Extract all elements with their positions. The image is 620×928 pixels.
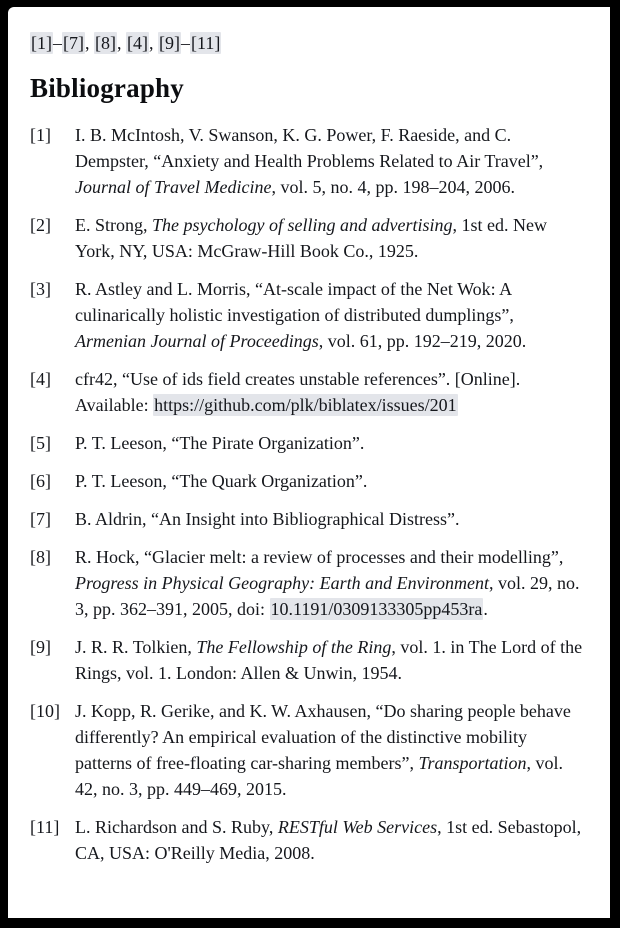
entry-text — [75, 634, 583, 686]
text-run: , vol. 1. in The Lord of the Rings, vol. 1. London: Allen & Unwin, 1954. — [75, 637, 583, 683]
bibliography-entry — [30, 276, 583, 354]
text-run: , — [149, 33, 158, 53]
text-run: P. T. Leeson, “The Pirate Organization”. — [75, 433, 365, 453]
entry-text — [75, 544, 583, 622]
bibliography-entry — [30, 544, 583, 622]
entry-text — [75, 698, 583, 802]
text-run: . — [483, 599, 488, 619]
entry-number: [3] — [30, 279, 51, 299]
text-run: , vol. 61, pp. 192–219, 2020. — [318, 331, 527, 351]
entry-text — [75, 506, 583, 532]
bibliography-entry — [30, 366, 583, 418]
text-run: Progress in Physical Geography: Earth and Environment — [75, 573, 489, 593]
text-run: , 1st ed. Sebastopol, CA, USA: O'Reilly Media, 2008. — [75, 817, 582, 863]
entry-number: [10] — [30, 701, 60, 721]
external-url-link[interactable]: https://github.com/plk/biblatex/issues/201 — [154, 395, 457, 415]
citation-ref-link[interactable]: [7] — [63, 33, 84, 53]
text-run: R. Astley and L. Morris, “At-scale impact of the Net Wok: A culinarically holistic investigation of distributed dumplings”, — [75, 279, 514, 325]
citation-ref-link[interactable]: [9] — [159, 33, 180, 53]
text-run: , vol. 5, no. 4, pp. 198–204, 2006. — [271, 177, 515, 197]
bibliography-entry — [30, 506, 583, 532]
bibliography-entry — [30, 634, 583, 686]
entry-number: [8] — [30, 547, 51, 567]
bibliography-entry — [30, 212, 583, 264]
text-run: Transportation — [418, 753, 527, 773]
text-run: Armenian Journal of Proceedings — [75, 331, 319, 351]
text-run: The psychology of selling and advertising — [152, 215, 453, 235]
entry-text — [75, 814, 583, 866]
text-run: cfr42, “Use of ids field creates unstable references”. [Online]. Available: — [75, 369, 521, 415]
entry-number: [1] — [30, 125, 51, 145]
entry-text — [75, 122, 583, 200]
text-run: RESTful Web Services — [277, 817, 438, 837]
citation-ref-link[interactable]: [4] — [127, 33, 148, 53]
entry-text — [75, 212, 583, 264]
entry-number: [6] — [30, 471, 51, 491]
bibliography-entry — [30, 698, 583, 802]
bibliography-entry — [30, 430, 583, 456]
entry-number: [4] — [30, 369, 51, 389]
citation-ref-link[interactable]: [1] — [31, 33, 52, 53]
entry-number: [7] — [30, 509, 51, 529]
text-run: I. B. McIntosh, V. Swanson, K. G. Power, F. Raeside, and C. Dempster, “Anxiety and Health Problems Related to Air Travel”, — [75, 125, 544, 171]
bibliography-entry — [30, 468, 583, 494]
bibliography-heading: Bibliography — [30, 73, 184, 103]
bibliography-entry-list — [30, 122, 583, 866]
text-run: , — [85, 33, 94, 53]
text-run: – — [181, 33, 190, 53]
text-run: Journal of Travel Medicine — [75, 177, 272, 197]
citations-line — [30, 30, 583, 56]
text-run: , — [117, 33, 126, 53]
entry-number: [5] — [30, 433, 51, 453]
text-run: E. Strong, — [75, 215, 153, 235]
citation-ref-link[interactable]: [8] — [95, 33, 116, 53]
bibliography-entry — [30, 814, 583, 866]
text-run: J. R. R. Tolkien, — [75, 637, 197, 657]
entry-text — [75, 276, 583, 354]
entry-text — [75, 468, 583, 494]
text-run: The Fellowship of the Ring — [196, 637, 392, 657]
bibliography-entry — [30, 122, 583, 200]
entry-text — [75, 430, 583, 456]
text-run: P. T. Leeson, “The Quark Organization”. — [75, 471, 368, 491]
entry-number: [2] — [30, 215, 51, 235]
text-run: L. Richardson and S. Ruby, — [75, 817, 278, 837]
text-run: , vol. 29, no. 3, pp. 362–391, 2005, doi: — [75, 573, 580, 619]
document-page — [8, 7, 610, 918]
text-run: B. Aldrin, “An Insight into Bibliographical Distress”. — [75, 509, 460, 529]
text-run: J. Kopp, R. Gerike, and K. W. Axhausen, “Do sharing people behave differently? An empirical evaluation of the distinctive mobility patterns of free-floating car-sharing members”, — [75, 701, 571, 773]
doi-link[interactable]: 10.1191/0309133305pp453ra — [270, 599, 483, 619]
text-run: R. Hock, “Glacier melt: a review of processes and their modelling”, — [75, 547, 564, 567]
text-run: , vol. 42, no. 3, pp. 449–469, 2015. — [75, 753, 564, 799]
citation-ref-link[interactable]: [11] — [191, 33, 221, 53]
entry-text — [75, 366, 583, 418]
text-run: , 1st ed. New York, NY, USA: McGraw-Hill Book Co., 1925. — [75, 215, 547, 261]
text-run: – — [53, 33, 62, 53]
entry-number: [11] — [30, 817, 60, 837]
entry-number: [9] — [30, 637, 51, 657]
